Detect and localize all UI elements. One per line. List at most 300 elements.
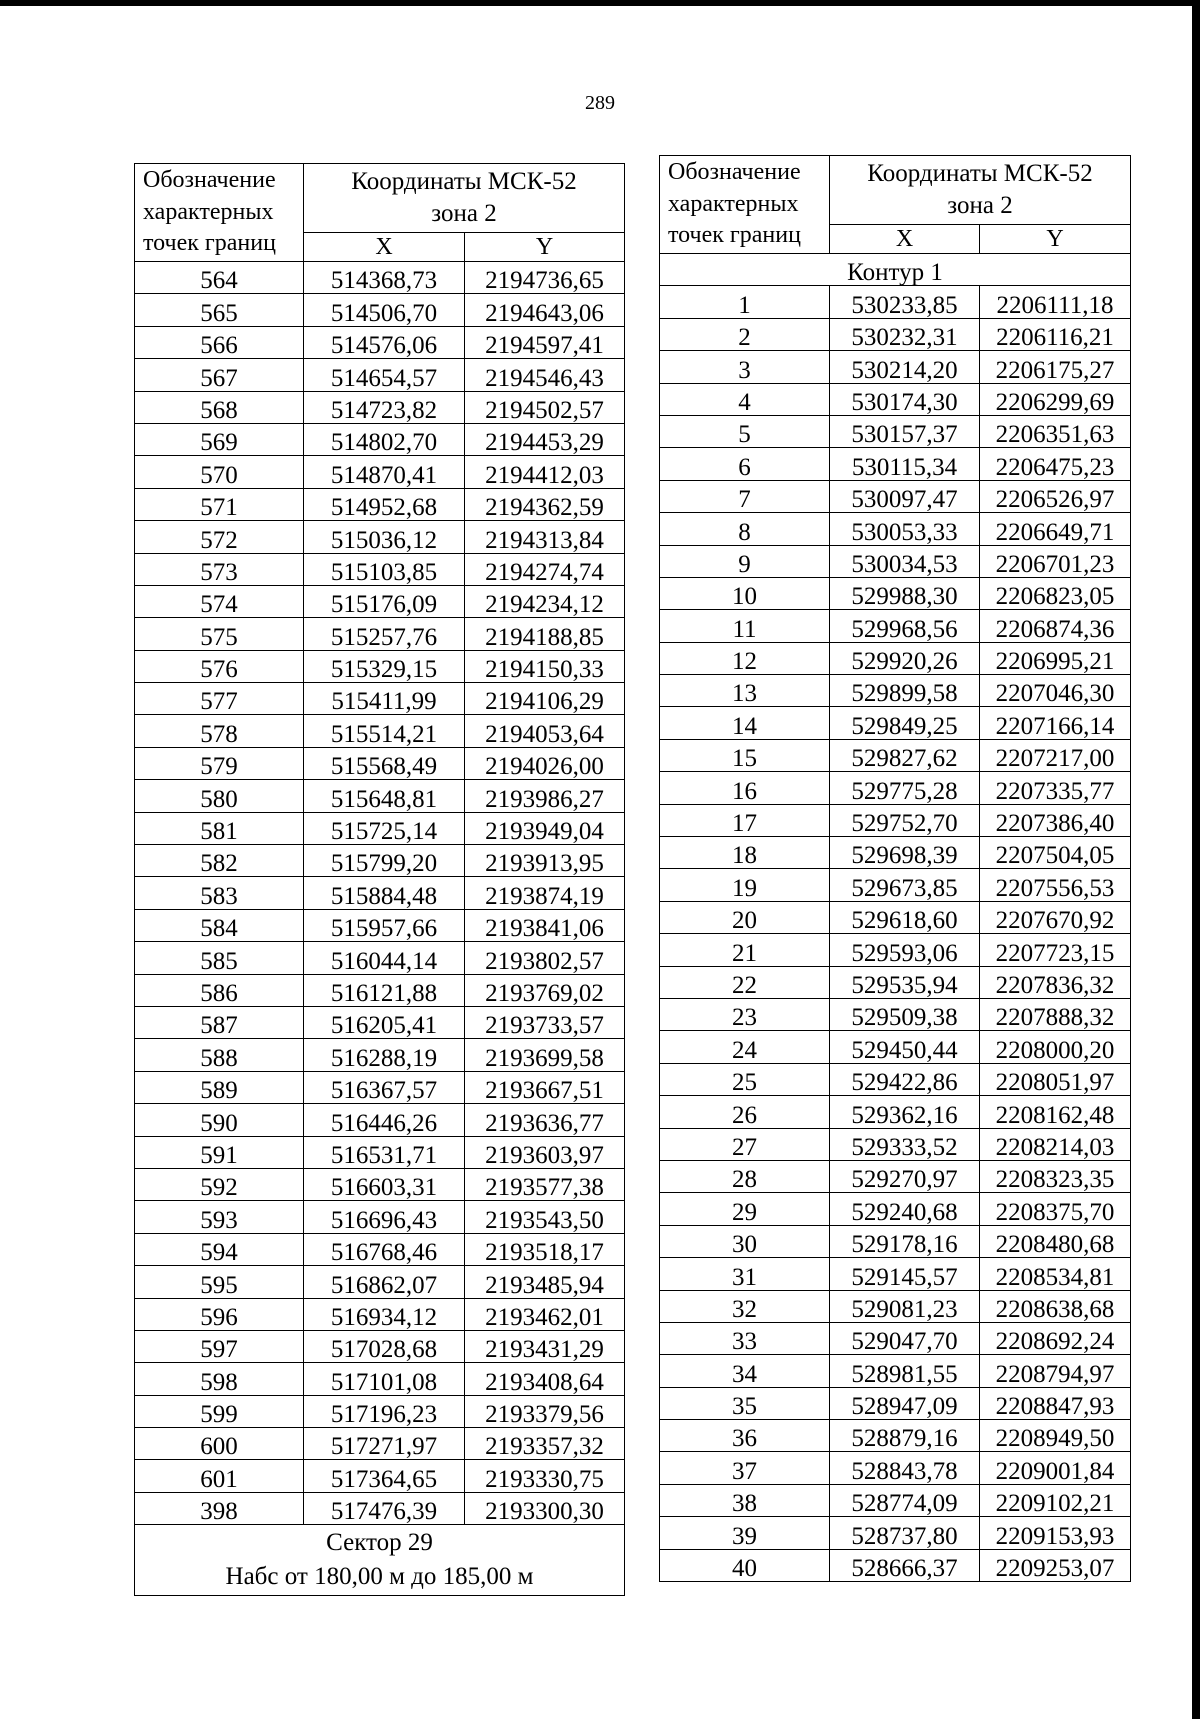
x-value-cell: 529618,60: [830, 901, 980, 933]
point-number-cell: 26: [660, 1096, 830, 1128]
table-row: [135, 1168, 625, 1200]
table-row: [135, 747, 625, 779]
point-number-cell: 1: [660, 286, 830, 318]
table-row: [660, 1063, 1131, 1095]
sector-title: Сектор 29: [326, 1529, 433, 1557]
y-value-cell: 2193603,97: [465, 1136, 625, 1168]
x-value-cell: 516121,88: [304, 974, 465, 1006]
point-number-cell: 583: [135, 877, 304, 909]
y-value-cell: 2194274,74: [465, 553, 625, 585]
y-value-cell: 2206649,71: [980, 513, 1131, 545]
table-row: [660, 642, 1131, 674]
y-value-cell: 2194412,03: [465, 456, 625, 488]
y-value-cell: 2206116,21: [980, 318, 1131, 350]
table-row: [660, 1225, 1131, 1257]
y-value-cell: 2208480,68: [980, 1225, 1131, 1257]
y-value-cell: 2209253,07: [980, 1549, 1131, 1581]
table-row: [660, 480, 1131, 512]
y-value-cell: 2193986,27: [465, 780, 625, 812]
x-value-cell: 528666,37: [830, 1549, 980, 1581]
point-number-cell: 597: [135, 1330, 304, 1362]
table-row: [660, 707, 1131, 739]
header-label-line3: точек границ: [143, 230, 276, 257]
table-row: [660, 1517, 1131, 1549]
x-value-cell: 517476,39: [304, 1492, 465, 1524]
y-value-cell: 2194453,29: [465, 423, 625, 455]
y-column-header: Y: [980, 225, 1131, 254]
x-value-cell: 530034,53: [830, 545, 980, 577]
point-number-cell: 23: [660, 998, 830, 1030]
point-number-cell: 576: [135, 650, 304, 682]
coord-system-header: [830, 156, 1131, 225]
point-number-cell: 588: [135, 1039, 304, 1071]
y-value-cell: 2193636,77: [465, 1104, 625, 1136]
x-value-cell: 517271,97: [304, 1428, 465, 1460]
point-number-cell: 577: [135, 683, 304, 715]
point-number-cell: 580: [135, 780, 304, 812]
x-value-cell: 515257,76: [304, 618, 465, 650]
point-number-cell: 569: [135, 423, 304, 455]
point-number-cell: 11: [660, 610, 830, 642]
y-value-cell: 2194597,41: [465, 326, 625, 358]
point-number-cell: 581: [135, 812, 304, 844]
table-row: [660, 1031, 1131, 1063]
y-value-cell: 2206475,23: [980, 448, 1131, 480]
x-value-cell: 514802,70: [304, 423, 465, 455]
y-value-cell: 2194362,59: [465, 488, 625, 520]
y-value-cell: 2209001,84: [980, 1452, 1131, 1484]
table-row: [660, 934, 1131, 966]
table-row: [660, 318, 1131, 350]
x-value-cell: 530232,31: [830, 318, 980, 350]
x-value-cell: 529920,26: [830, 642, 980, 674]
table-row: [135, 1298, 625, 1330]
y-value-cell: 2194643,06: [465, 294, 625, 326]
x-value-cell: 516603,31: [304, 1168, 465, 1200]
header-label-line2: характерных: [143, 198, 274, 225]
point-number-cell: 2: [660, 318, 830, 350]
y-value-cell: 2206175,27: [980, 351, 1131, 383]
table-row: [135, 1363, 625, 1395]
table-row: [135, 553, 625, 585]
x-value-cell: 516288,19: [304, 1039, 465, 1071]
y-value-cell: 2193913,95: [465, 845, 625, 877]
y-value-cell: 2206995,21: [980, 642, 1131, 674]
coord-zone: зона 2: [947, 192, 1013, 219]
point-number-cell: 13: [660, 675, 830, 707]
point-number-cell: 593: [135, 1201, 304, 1233]
point-number-cell: 25: [660, 1063, 830, 1095]
point-number-cell: 591: [135, 1136, 304, 1168]
table-row: [135, 1460, 625, 1492]
table-row: [660, 286, 1131, 318]
x-value-cell: 529698,39: [830, 837, 980, 869]
point-number-cell: 571: [135, 488, 304, 520]
x-value-cell: 516531,71: [304, 1136, 465, 1168]
y-value-cell: 2193699,58: [465, 1039, 625, 1071]
table-row: [660, 545, 1131, 577]
y-value-cell: 2193330,75: [465, 1460, 625, 1492]
y-value-cell: 2193949,04: [465, 812, 625, 844]
table-row: [135, 1330, 625, 1362]
point-number-cell: 39: [660, 1517, 830, 1549]
table-row: [135, 1428, 625, 1460]
point-number-cell: 28: [660, 1160, 830, 1192]
table-row: [660, 1160, 1131, 1192]
point-number-cell: 564: [135, 262, 304, 294]
x-value-cell: 517101,08: [304, 1363, 465, 1395]
right-table-body: [660, 254, 1131, 1582]
point-number-cell: 24: [660, 1031, 830, 1063]
x-value-cell: 515514,21: [304, 715, 465, 747]
y-value-cell: 2193431,29: [465, 1330, 625, 1362]
x-value-cell: 516367,57: [304, 1071, 465, 1103]
y-value-cell: 2208847,93: [980, 1387, 1131, 1419]
x-value-cell: 528981,55: [830, 1355, 980, 1387]
y-value-cell: 2193357,32: [465, 1428, 625, 1460]
table-row: [135, 974, 625, 1006]
point-number-cell: 12: [660, 642, 830, 674]
sector-footer: [135, 1525, 625, 1596]
y-value-cell: 2194234,12: [465, 585, 625, 617]
x-value-cell: 515568,49: [304, 747, 465, 779]
point-number-cell: 573: [135, 553, 304, 585]
point-number-cell: 18: [660, 837, 830, 869]
x-value-cell: 515725,14: [304, 812, 465, 844]
table-row: [135, 262, 625, 294]
table-row: [660, 772, 1131, 804]
header-label-line1: Обозначение: [143, 166, 276, 193]
table-row: [660, 351, 1131, 383]
x-value-cell: 516934,12: [304, 1298, 465, 1330]
y-value-cell: 2194106,29: [465, 683, 625, 715]
table-row: [135, 1136, 625, 1168]
table-row: [135, 521, 625, 553]
x-value-cell: 529509,38: [830, 998, 980, 1030]
point-number-cell: 567: [135, 359, 304, 391]
point-number-cell: 599: [135, 1395, 304, 1427]
table-row: [135, 812, 625, 844]
table-row: [135, 326, 625, 358]
table-row: [660, 1549, 1131, 1581]
y-value-cell: 2194188,85: [465, 618, 625, 650]
table-row: [135, 294, 625, 326]
left-coordinates-table: [134, 163, 625, 1596]
y-value-cell: 2193841,06: [465, 909, 625, 941]
x-value-cell: 528737,80: [830, 1517, 980, 1549]
x-value-cell: 528843,78: [830, 1452, 980, 1484]
point-number-cell: 574: [135, 585, 304, 617]
table-row: [660, 1193, 1131, 1225]
y-value-cell: 2208051,97: [980, 1063, 1131, 1095]
y-value-cell: 2206111,18: [980, 286, 1131, 318]
table-row: [135, 456, 625, 488]
table-row: [660, 739, 1131, 771]
point-number-cell: 601: [135, 1460, 304, 1492]
point-number-cell: 35: [660, 1387, 830, 1419]
table-row: [660, 1420, 1131, 1452]
point-number-cell: 9: [660, 545, 830, 577]
y-value-cell: 2206874,36: [980, 610, 1131, 642]
y-value-cell: 2194502,57: [465, 391, 625, 423]
table-row: [660, 1387, 1131, 1419]
x-value-cell: 515884,48: [304, 877, 465, 909]
table-row: [135, 423, 625, 455]
x-value-cell: 529849,25: [830, 707, 980, 739]
table-row: [135, 1201, 625, 1233]
x-value-cell: 515799,20: [304, 845, 465, 877]
y-value-cell: 2193408,64: [465, 1363, 625, 1395]
y-value-cell: 2208214,03: [980, 1128, 1131, 1160]
x-value-cell: 529081,23: [830, 1290, 980, 1322]
point-number-cell: 3: [660, 351, 830, 383]
x-value-cell: 517028,68: [304, 1330, 465, 1362]
contour-title: Контур 1: [660, 254, 1131, 286]
table-row: [660, 837, 1131, 869]
x-value-cell: 530214,20: [830, 351, 980, 383]
table-row: [135, 488, 625, 520]
y-value-cell: 2206526,97: [980, 480, 1131, 512]
point-number-cell: 34: [660, 1355, 830, 1387]
y-value-cell: 2193802,57: [465, 942, 625, 974]
x-value-cell: 529593,06: [830, 934, 980, 966]
y-value-cell: 2207046,30: [980, 675, 1131, 707]
point-number-cell: 38: [660, 1484, 830, 1516]
y-value-cell: 2193733,57: [465, 1006, 625, 1038]
left-table-body: [135, 262, 625, 1525]
table-row: [135, 1039, 625, 1071]
y-value-cell: 2194736,65: [465, 262, 625, 294]
table-row: [660, 577, 1131, 609]
point-number-cell: 15: [660, 739, 830, 771]
x-column-header: X: [830, 225, 980, 254]
y-value-cell: 2208162,48: [980, 1096, 1131, 1128]
table-row: [660, 869, 1131, 901]
point-number-cell: 595: [135, 1266, 304, 1298]
table-row: [660, 966, 1131, 998]
table-row: [660, 383, 1131, 415]
y-value-cell: 2208534,81: [980, 1258, 1131, 1290]
table-row: [135, 1006, 625, 1038]
point-number-cell: 40: [660, 1549, 830, 1581]
y-value-cell: 2207504,05: [980, 837, 1131, 869]
x-value-cell: 529450,44: [830, 1031, 980, 1063]
y-value-cell: 2193667,51: [465, 1071, 625, 1103]
point-number-cell: 570: [135, 456, 304, 488]
y-value-cell: 2207217,00: [980, 739, 1131, 771]
table-row: [660, 448, 1131, 480]
y-value-cell: 2207166,14: [980, 707, 1131, 739]
y-value-cell: 2207335,77: [980, 772, 1131, 804]
table-row: [660, 1258, 1131, 1290]
y-value-cell: 2193577,38: [465, 1168, 625, 1200]
x-value-cell: 514952,68: [304, 488, 465, 520]
x-value-cell: 529333,52: [830, 1128, 980, 1160]
x-value-cell: 514870,41: [304, 456, 465, 488]
y-value-cell: 2194546,43: [465, 359, 625, 391]
table-row: [135, 359, 625, 391]
y-value-cell: 2193379,56: [465, 1395, 625, 1427]
x-value-cell: 516446,26: [304, 1104, 465, 1136]
table-row: [135, 942, 625, 974]
x-value-cell: 517196,23: [304, 1395, 465, 1427]
scan-border-top: [0, 0, 1200, 6]
y-value-cell: 2207670,92: [980, 901, 1131, 933]
point-number-cell: 32: [660, 1290, 830, 1322]
x-value-cell: 529535,94: [830, 966, 980, 998]
x-value-cell: 530053,33: [830, 513, 980, 545]
table-row: [135, 1492, 625, 1524]
table-row: [660, 675, 1131, 707]
point-number-cell: 6: [660, 448, 830, 480]
table-row: [660, 610, 1131, 642]
header-label-line3: точек границ: [668, 222, 801, 249]
y-value-cell: 2209153,93: [980, 1517, 1131, 1549]
x-value-cell: 529362,16: [830, 1096, 980, 1128]
x-value-cell: 515103,85: [304, 553, 465, 585]
point-number-cell: 590: [135, 1104, 304, 1136]
x-value-cell: 528947,09: [830, 1387, 980, 1419]
y-value-cell: 2194026,00: [465, 747, 625, 779]
x-value-cell: 517364,65: [304, 1460, 465, 1492]
y-value-cell: 2193874,19: [465, 877, 625, 909]
y-column-header: Y: [465, 233, 625, 262]
table-row: [660, 1322, 1131, 1354]
x-value-cell: 529775,28: [830, 772, 980, 804]
point-number-cell: 36: [660, 1420, 830, 1452]
point-number-cell: 398: [135, 1492, 304, 1524]
table-row: [135, 1395, 625, 1427]
y-value-cell: 2194053,64: [465, 715, 625, 747]
x-value-cell: 514506,70: [304, 294, 465, 326]
y-value-cell: 2206351,63: [980, 415, 1131, 447]
x-value-cell: 530097,47: [830, 480, 980, 512]
x-value-cell: 516862,07: [304, 1266, 465, 1298]
table-row: [135, 845, 625, 877]
point-number-cell: 584: [135, 909, 304, 941]
coord-system-name: Координаты МСК-52: [867, 159, 1093, 187]
point-number-cell: 8: [660, 513, 830, 545]
point-number-cell: 20: [660, 901, 830, 933]
x-value-cell: 514576,06: [304, 326, 465, 358]
point-number-cell: 14: [660, 707, 830, 739]
x-value-cell: 514368,73: [304, 262, 465, 294]
point-label-header: [135, 164, 304, 262]
sector-height-range: Набс от 180,00 м до 185,00 м: [225, 1563, 534, 1591]
point-number-cell: 4: [660, 383, 830, 415]
table-row: [135, 780, 625, 812]
point-number-cell: 19: [660, 869, 830, 901]
x-value-cell: 529240,68: [830, 1193, 980, 1225]
table-row: [135, 909, 625, 941]
table-row: [135, 650, 625, 682]
table-row: [135, 715, 625, 747]
y-value-cell: 2193543,50: [465, 1201, 625, 1233]
scan-border-right: [1192, 0, 1200, 1719]
y-value-cell: 2209102,21: [980, 1484, 1131, 1516]
table-row: [135, 877, 625, 909]
x-value-cell: 516696,43: [304, 1201, 465, 1233]
point-number-cell: 578: [135, 715, 304, 747]
x-value-cell: 515036,12: [304, 521, 465, 553]
table-row: [660, 415, 1131, 447]
x-value-cell: 529673,85: [830, 869, 980, 901]
table-row: [135, 1104, 625, 1136]
y-value-cell: 2208323,35: [980, 1160, 1131, 1192]
x-value-cell: 516768,46: [304, 1233, 465, 1265]
x-value-cell: 516044,14: [304, 942, 465, 974]
table-row: [135, 585, 625, 617]
y-value-cell: 2208949,50: [980, 1420, 1131, 1452]
table-row: [660, 998, 1131, 1030]
point-number-cell: 22: [660, 966, 830, 998]
x-value-cell: 530157,37: [830, 415, 980, 447]
point-number-cell: 566: [135, 326, 304, 358]
x-value-cell: 529988,30: [830, 577, 980, 609]
x-value-cell: 530174,30: [830, 383, 980, 415]
y-value-cell: 2206701,23: [980, 545, 1131, 577]
table-row: [135, 618, 625, 650]
y-value-cell: 2207723,15: [980, 934, 1131, 966]
table-row: [660, 1290, 1131, 1322]
right-coordinates-table: [659, 155, 1131, 1582]
point-number-cell: 565: [135, 294, 304, 326]
point-number-cell: 600: [135, 1428, 304, 1460]
point-number-cell: 30: [660, 1225, 830, 1257]
header-label-line1: Обозначение: [668, 158, 801, 185]
table-row: [135, 1071, 625, 1103]
y-value-cell: 2207556,53: [980, 869, 1131, 901]
y-value-cell: 2193462,01: [465, 1298, 625, 1330]
coord-system-header: [304, 164, 625, 233]
x-value-cell: 515411,99: [304, 683, 465, 715]
point-number-cell: 572: [135, 521, 304, 553]
point-number-cell: 21: [660, 934, 830, 966]
table-row: [135, 391, 625, 423]
y-value-cell: 2193518,17: [465, 1233, 625, 1265]
table-row: [135, 683, 625, 715]
point-label-header: [660, 156, 830, 254]
y-value-cell: 2207888,32: [980, 998, 1131, 1030]
table-row: [135, 1233, 625, 1265]
x-value-cell: 516205,41: [304, 1006, 465, 1038]
table-row: [660, 513, 1131, 545]
x-value-cell: 528879,16: [830, 1420, 980, 1452]
table-row: [660, 901, 1131, 933]
x-value-cell: 529047,70: [830, 1322, 980, 1354]
point-number-cell: 17: [660, 804, 830, 836]
y-value-cell: 2207836,32: [980, 966, 1131, 998]
y-value-cell: 2208794,97: [980, 1355, 1131, 1387]
x-value-cell: 529752,70: [830, 804, 980, 836]
point-number-cell: 586: [135, 974, 304, 1006]
point-number-cell: 10: [660, 577, 830, 609]
y-value-cell: 2207386,40: [980, 804, 1131, 836]
coord-system-name: Координаты МСК-52: [351, 167, 577, 195]
x-column-header: X: [304, 233, 465, 262]
y-value-cell: 2206299,69: [980, 383, 1131, 415]
y-value-cell: 2206823,05: [980, 577, 1131, 609]
point-number-cell: 598: [135, 1363, 304, 1395]
point-number-cell: 7: [660, 480, 830, 512]
x-value-cell: 529899,58: [830, 675, 980, 707]
y-value-cell: 2208638,68: [980, 1290, 1131, 1322]
x-value-cell: 528774,09: [830, 1484, 980, 1516]
point-number-cell: 37: [660, 1452, 830, 1484]
point-number-cell: 592: [135, 1168, 304, 1200]
point-number-cell: 579: [135, 747, 304, 779]
y-value-cell: 2193769,02: [465, 974, 625, 1006]
